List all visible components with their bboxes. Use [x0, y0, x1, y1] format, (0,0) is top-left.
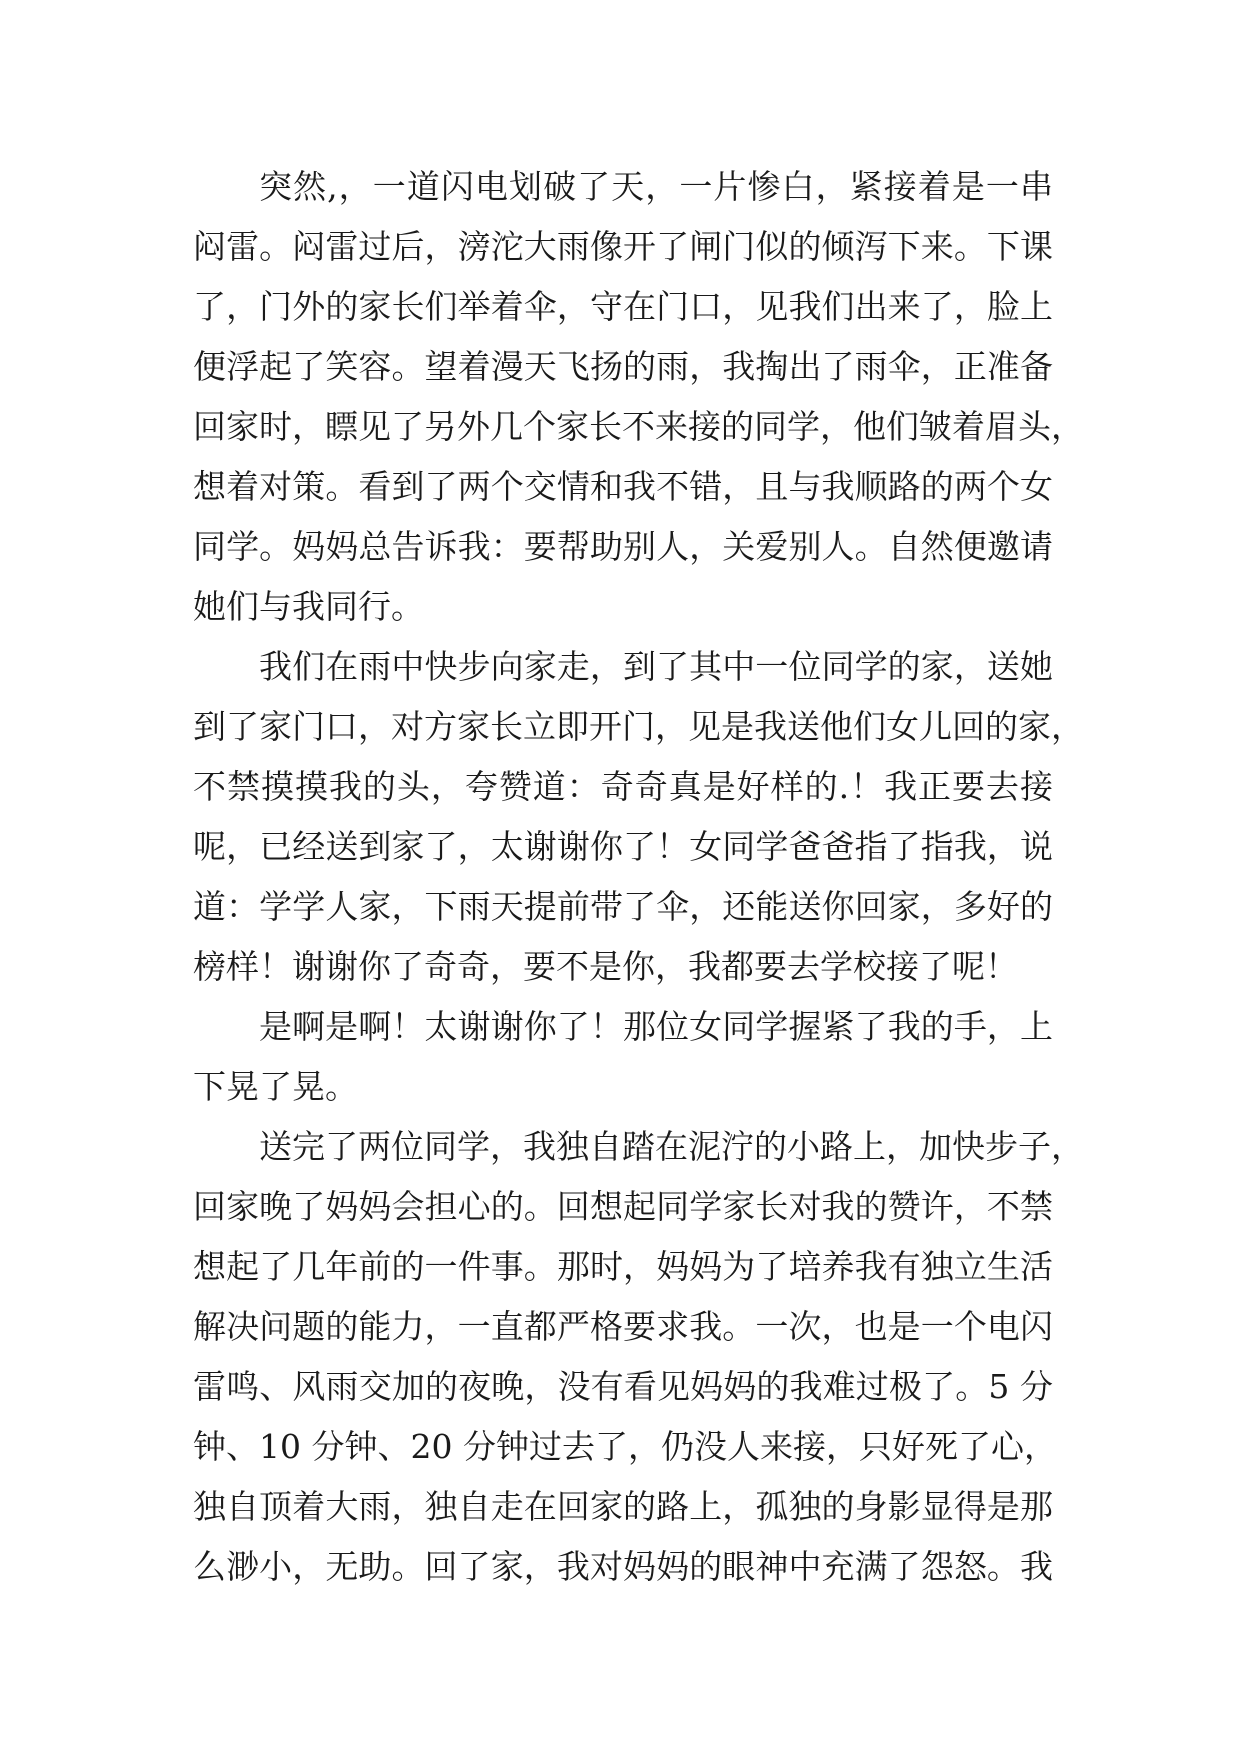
text-line: 下晃了晃。	[193, 1067, 358, 1106]
text-line: 解决问题的能力，一直都严格要求我。一次，也是一个电闪	[193, 1307, 1053, 1346]
text-line: 道：学学人家，下雨天提前带了伞，还能送你回家，多好的	[193, 887, 1053, 926]
text-line: 到了家门口，对方家长立即开门，见是我送他们女儿回的家，	[193, 707, 1084, 746]
text-line: 么渺小，无助。回了家，我对妈妈的眼神中充满了怨怒。我	[193, 1547, 1053, 1586]
paragraph-first-line: 是啊是啊！太谢谢你了！那位女同学握紧了我的手，上	[259, 1007, 1053, 1046]
text-line: 不禁摸摸我的头，夸赞道：奇奇真是好样的.！我正要去接	[193, 767, 1053, 806]
text-line: 回家晚了妈妈会担心的。回想起同学家长对我的赞许，不禁	[193, 1187, 1053, 1226]
paragraph-first-line: 我们在雨中快步向家走，到了其中一位同学的家，送她	[259, 647, 1053, 686]
body-text	[193, 157, 1084, 1597]
text-line: 闷雷。闷雷过后，滂沱大雨像开了闸门似的倾泻下来。下课	[193, 227, 1053, 266]
text-line: 钟、10 分钟、20 分钟过去了，仍没人来接，只好死了心，	[193, 1427, 1057, 1466]
text-line: 想着对策。看到了两个交情和我不错，且与我顺路的两个女	[193, 467, 1053, 506]
text-line: 想起了几年前的一件事。那时，妈妈为了培养我有独立生活	[193, 1247, 1053, 1286]
text-line: 独自顶着大雨，独自走在回家的路上，孤独的身影显得是那	[193, 1487, 1053, 1526]
text-line: 她们与我同行。	[193, 587, 424, 626]
text-line: 便浮起了笑容。望着漫天飞扬的雨，我掏出了雨伞，正准备	[193, 347, 1053, 386]
text-line: 雷鸣、风雨交加的夜晚，没有看见妈妈的我难过极了。5 分	[193, 1367, 1053, 1406]
text-line: 榜样！谢谢你了奇奇，要不是你，我都要去学校接了呢！	[193, 947, 1018, 986]
text-line: 呢，已经送到家了，太谢谢你了！女同学爸爸指了指我，说	[193, 827, 1053, 866]
text-line: 了，门外的家长们举着伞，守在门口，见我们出来了，脸上	[193, 287, 1053, 326]
text-line: 同学。妈妈总告诉我：要帮助别人，关爱别人。自然便邀请	[193, 527, 1053, 566]
paragraph-first-line: 送完了两位同学，我独自踏在泥泞的小路上，加快步子，	[259, 1127, 1084, 1166]
text-line: 回家时，瞟见了另外几个家长不来接的同学，他们皱着眉头，	[193, 407, 1084, 446]
paragraph-first-line: 突然,，一道闪电划破了天，一片惨白，紧接着是一串	[259, 167, 1053, 206]
